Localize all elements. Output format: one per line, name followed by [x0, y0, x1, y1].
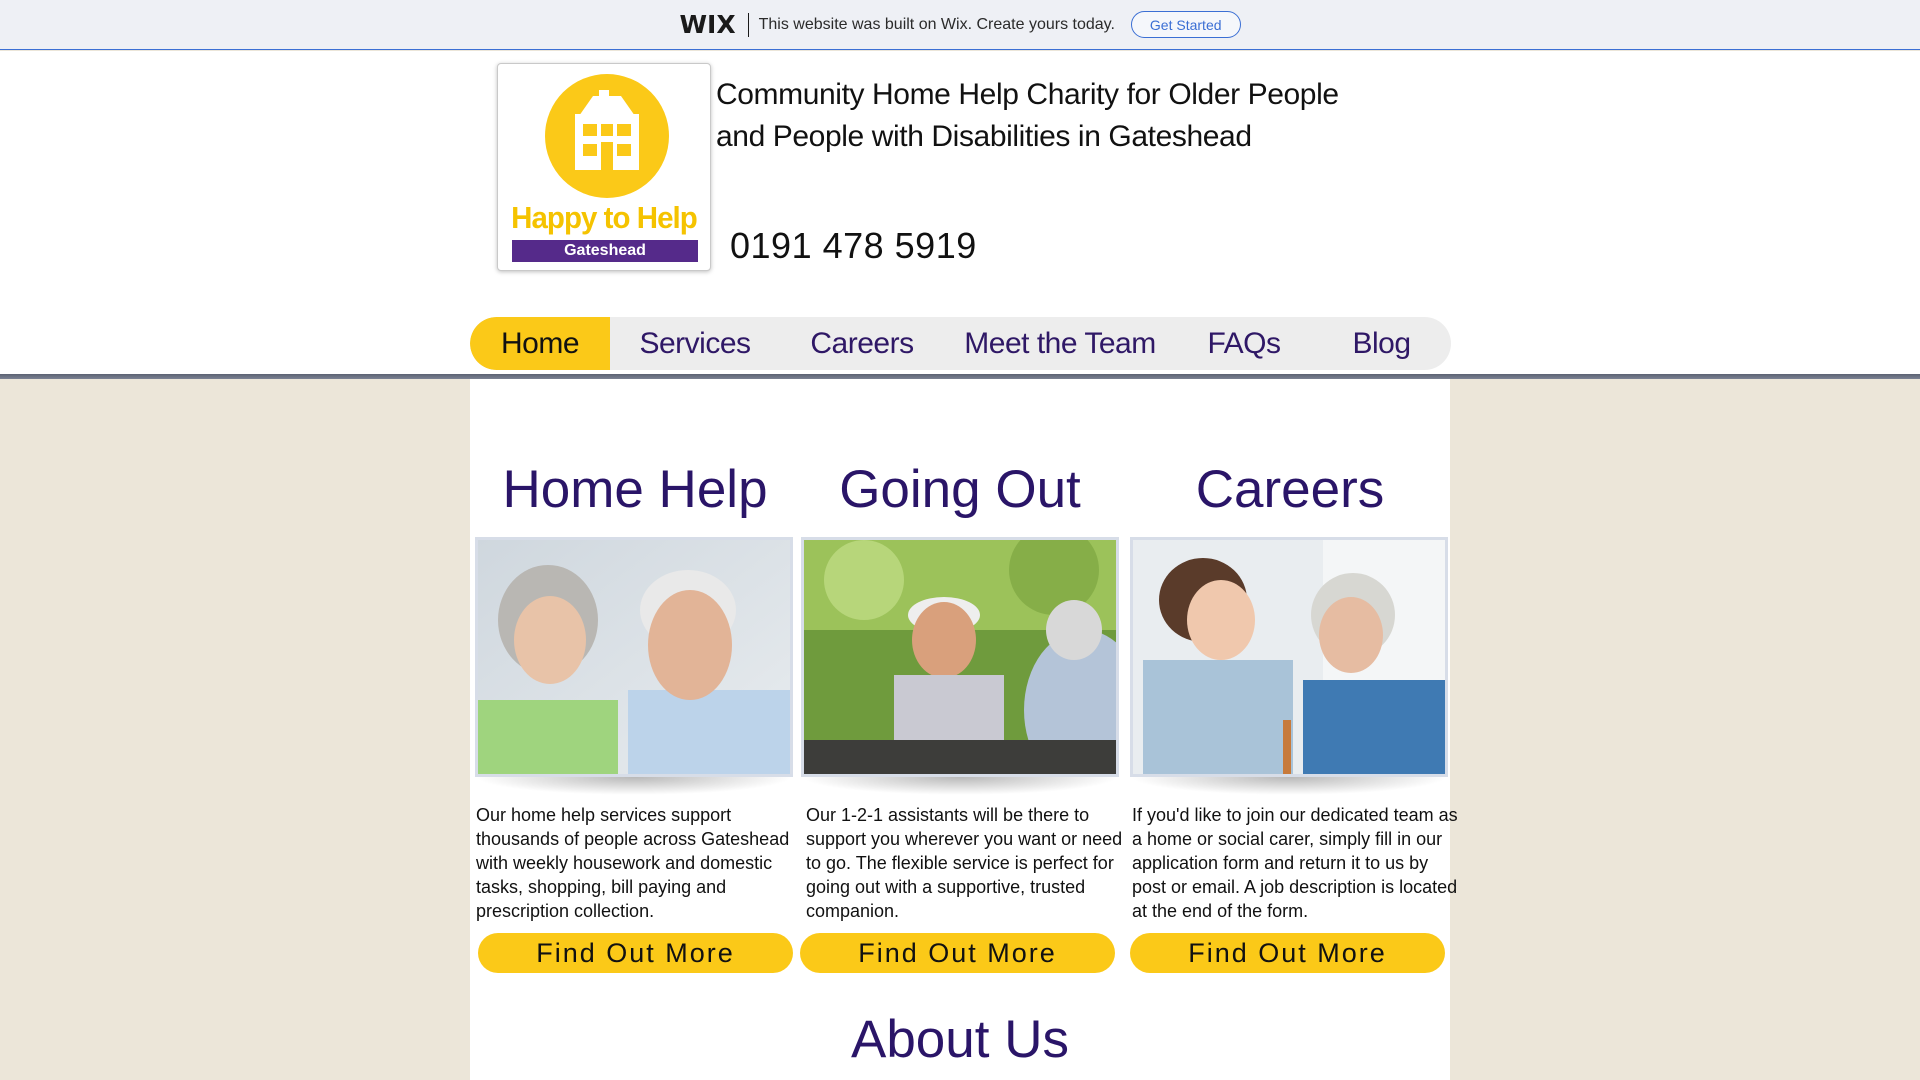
main-content [470, 379, 1458, 1080]
get-started-button[interactable]: Get Started [1131, 11, 1241, 38]
carer-with-elderly-woman-image [1133, 540, 1445, 774]
house-icon [545, 74, 669, 198]
home-help-title: Home Help [502, 460, 768, 519]
going-out-photo [801, 537, 1119, 777]
phone-number: 0191 478 5919 [730, 225, 977, 266]
wix-banner [0, 0, 1920, 50]
home-help-find-out-more-button[interactable]: Find Out More [478, 933, 793, 973]
wix-logo[interactable]: WIX [679, 10, 736, 39]
careers-find-out-more-button[interactable]: Find Out More [1130, 933, 1445, 973]
photo-shadow [1130, 777, 1448, 795]
going-out-description: Our 1-2-1 assistants will be there to support you wherever you want or need to go. The flexible service is perfect for going out with a supportive, trusted companion. [806, 805, 1123, 921]
site-logo[interactable] [497, 63, 711, 271]
nav-item-blog[interactable]: Blog [1352, 326, 1411, 360]
careers-description: If you'd like to join our dedicated team as a home or social carer, simply fill in our application form and return it to us by post or email. A job description is located at the end of the form. [1132, 805, 1458, 921]
going-out-title: Going Out [839, 460, 1081, 519]
nav-item-meet-the-team[interactable]: Meet the Team [964, 326, 1156, 360]
nav-item-services[interactable]: Services [639, 326, 751, 360]
site-title: Community Home Help Charity for Older People and People with Disabilities in Gateshead [716, 78, 1339, 153]
careers-title: Careers [1195, 460, 1385, 519]
photo-shadow [475, 777, 793, 795]
nav-item-home[interactable]: Home [470, 317, 610, 370]
about-us-heading: About Us [850, 1010, 1069, 1069]
home-help-description: Our home help services support thousands of people across Gateshead with weekly housework and domestic tasks, shopping, bill paying and prescription collection. [476, 805, 790, 921]
going-out-find-out-more-button[interactable]: Find Out More [800, 933, 1115, 973]
nav-item-careers[interactable]: Careers [810, 326, 914, 360]
elderly-couple-image [478, 540, 790, 774]
careers-photo [1130, 537, 1448, 777]
home-help-photo [475, 537, 793, 777]
wix-banner-divider [748, 13, 749, 37]
elderly-men-chess-image [804, 540, 1116, 774]
logo-circle [545, 74, 669, 198]
photo-shadow [801, 777, 1119, 795]
main-nav [470, 317, 1451, 370]
nav-item-faqs[interactable]: FAQs [1207, 326, 1281, 360]
logo-town-text: Gateshead [512, 240, 698, 262]
wix-banner-message: This website was built on Wix. Create yours today. [758, 15, 1115, 33]
logo-brand-text: Happy to Help [511, 200, 697, 235]
